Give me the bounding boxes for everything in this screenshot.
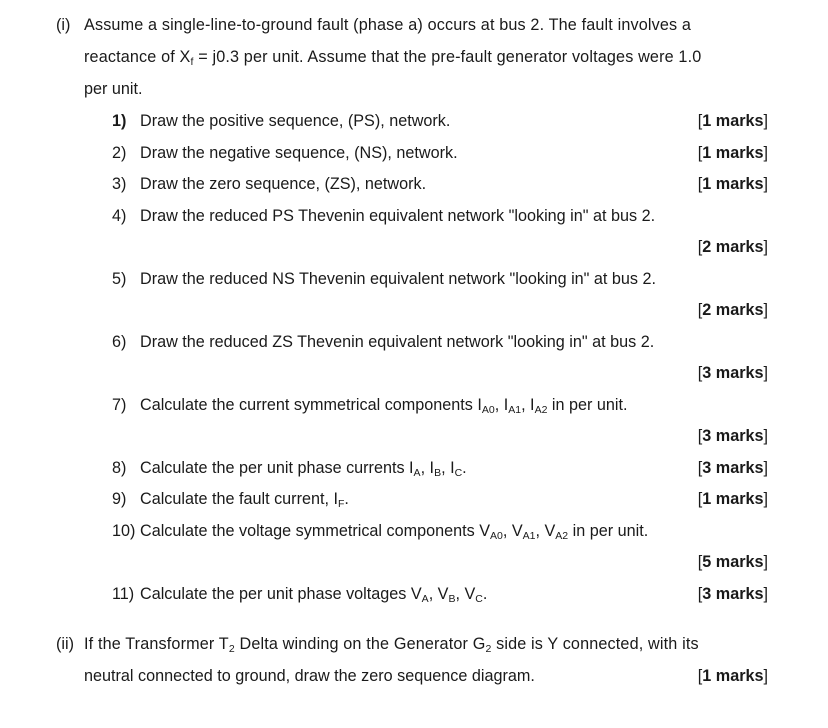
- item-text: Calculate the per unit phase currents $I_A$, $I_B$, $I_C$.: [140, 459, 467, 479]
- item-marks: [3 marks]: [697, 459, 768, 477]
- item-marks: [1 marks]: [697, 175, 768, 193]
- item-number: 10): [112, 522, 136, 540]
- part-i-line-1: Assume a single-line-to-ground fault (phase a) occurs at bus 2. The fault involves a: [84, 16, 692, 34]
- item-marks: [1 marks]: [697, 490, 768, 508]
- item-text: Draw the reduced ZS Thevenin equivalent network "looking in" at bus 2.: [140, 333, 655, 351]
- item-text: Draw the positive sequence, (PS), network.: [140, 112, 451, 130]
- item-number: 1): [112, 112, 127, 130]
- item-marks: [3 marks]: [697, 364, 768, 382]
- item-number: 6): [112, 333, 127, 351]
- item-number: 3): [112, 175, 127, 193]
- item-number: 9): [112, 490, 127, 508]
- item-marks: [5 marks]: [697, 553, 768, 571]
- part-i-line-2: reactance of $X_f = j0.3$ per unit. Assume that the pre-fault generator voltages were 1.0: [84, 48, 702, 68]
- item-text: Calculate the fault current, $I_F$.: [140, 490, 349, 510]
- item-marks: [3 marks]: [697, 427, 768, 445]
- item-text: Draw the negative sequence, (NS), network.: [140, 144, 458, 162]
- part-ii-marks: [1 marks]: [697, 667, 768, 685]
- item-text: Draw the reduced NS Thevenin equivalent network "looking in" at bus 2.: [140, 270, 657, 288]
- item-text: Calculate the current symmetrical components $I_{A0}$, $I_{A1}$, $I_{A2}$ in per unit.: [140, 396, 628, 416]
- item-number: 7): [112, 396, 127, 414]
- part-i-label: (i): [56, 16, 71, 34]
- item-text: Calculate the per unit phase voltages $V_A$, $V_B$, $V_C$.: [140, 585, 488, 605]
- item-marks: [1 marks]: [697, 112, 768, 130]
- item-number: 8): [112, 459, 127, 477]
- item-text: Draw the zero sequence, (ZS), network.: [140, 175, 427, 193]
- part-ii-label: (ii): [56, 635, 74, 653]
- part-ii-line-2: neutral connected to ground, draw the zero sequence diagram.: [84, 667, 535, 685]
- item-marks: [2 marks]: [697, 301, 768, 319]
- part-i-line-3: per unit.: [84, 80, 143, 98]
- item-number: 4): [112, 207, 127, 225]
- item-marks: [3 marks]: [697, 585, 768, 603]
- item-text: Draw the reduced PS Thevenin equivalent network "looking in" at bus 2.: [140, 207, 656, 225]
- part-ii-line-1: If the Transformer $T_2$ Delta winding on the Generator $G_2$ side is Y connected, with its: [84, 635, 699, 655]
- item-number: 2): [112, 144, 127, 162]
- item-text: Calculate the voltage symmetrical components $V_{A0}$, $V_{A1}$, $V_{A2}$ in per unit.: [140, 522, 649, 542]
- item-number: 5): [112, 270, 127, 288]
- item-marks: [1 marks]: [697, 144, 768, 162]
- item-number: 11): [112, 585, 135, 603]
- item-marks: [2 marks]: [697, 238, 768, 256]
